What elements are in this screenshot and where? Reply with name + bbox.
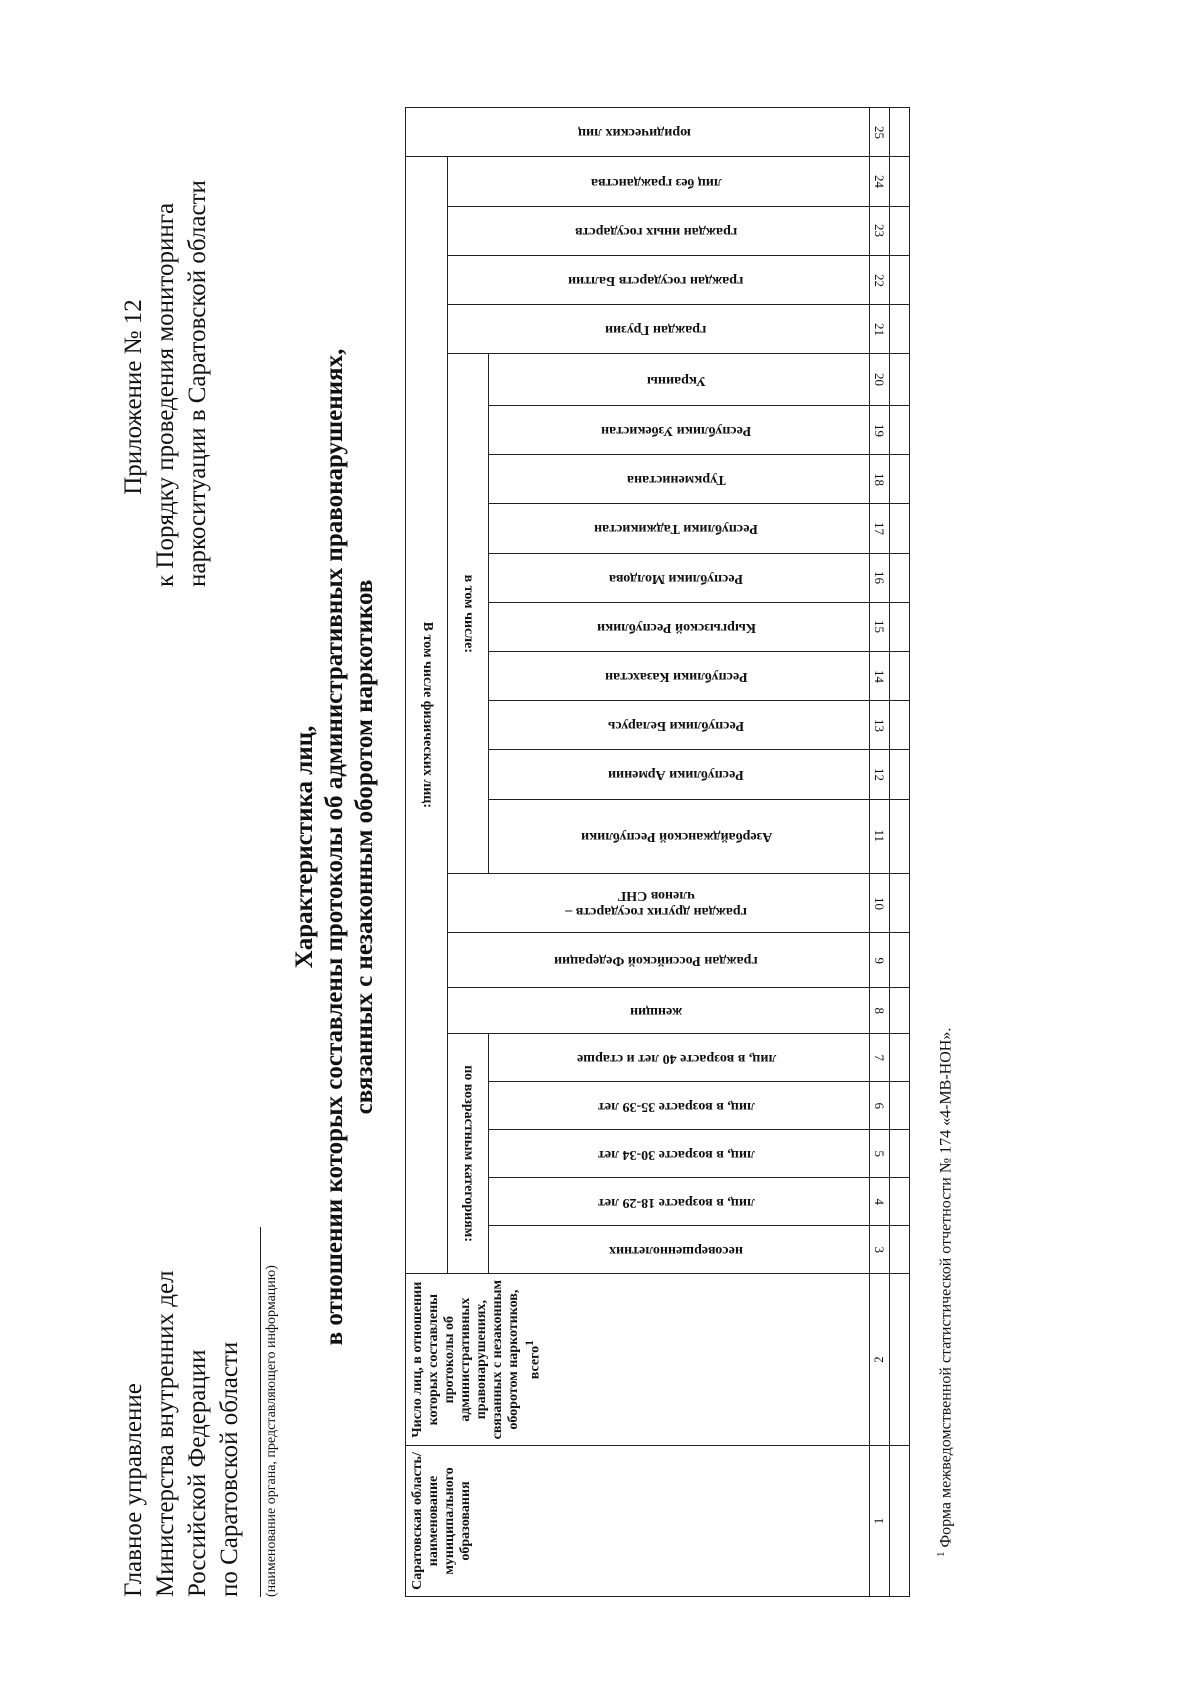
header-georgia [448,305,869,354]
header-moldova [488,553,869,602]
column-number-text: 21 [872,322,888,336]
column-number [869,1082,889,1130]
title-line: в отношении которых составлены протоколы об административных правонарушениях, [321,348,348,1346]
column-number [869,553,889,602]
header-georgia-text: граждан Грузии [605,322,707,338]
column-number [869,157,889,207]
table-cell[interactable] [889,1130,909,1178]
header-belarus [488,701,869,750]
table-cell[interactable] [889,305,909,354]
footnote-sup: 1 [935,1551,947,1557]
column-number [869,988,889,1034]
header-kyrgyzstan [488,602,869,651]
table-cell[interactable] [889,873,909,933]
column-number [869,1130,889,1178]
column-number [869,1178,889,1226]
column-number [869,1226,889,1274]
column-number-text: 12 [872,767,888,781]
header-total [406,1274,870,1446]
table-cell[interactable] [889,1034,909,1082]
table-cell[interactable] [889,933,909,988]
header-country-text: Кыргызской Республики [596,619,756,635]
title-line: связанных с незаконным оборотом наркотиков [351,579,378,1115]
column-number: 2 [869,1274,889,1446]
table-cell[interactable] [889,1274,909,1446]
table-cell[interactable] [889,553,909,602]
header-age-text: лиц, в возрасте 18-29 лет [597,1194,755,1210]
header-age-text: лиц, в возрасте 40 лет и старше [576,1050,776,1066]
table-cell[interactable] [889,602,909,651]
column-number-text: 13 [872,718,888,732]
header-region-text: Саратовская область/ наименование муниципального образования [410,1452,473,1590]
table-cell[interactable] [889,354,909,405]
table-cell[interactable] [889,1445,909,1596]
header-country-text: Республики Армении [608,767,744,783]
header-physical-text: В том числе физических лиц: [419,622,435,809]
column-number [869,602,889,651]
header-age-30-34 [488,1130,869,1178]
blank-data-row [889,108,909,1597]
header-including [448,354,488,873]
column-number [869,750,889,799]
statistics-table [405,107,910,1597]
header-country-text: Республики Молдова [609,570,744,586]
column-number-text: 7 [872,1054,888,1061]
table-cell[interactable] [889,1178,909,1226]
org-underline [260,1227,261,1597]
appendix-line: наркоситуации в Саратовской области [184,180,211,587]
column-number-text: 17 [872,521,888,535]
table-cell[interactable] [889,256,909,305]
header-women [448,988,869,1034]
column-number-text: 9 [872,957,888,964]
header-cis-text: граждан других государств – членов СНГ [565,888,747,920]
column-number-row [869,108,889,1597]
header-minors-text: несовершеннолетних [609,1242,744,1258]
column-number-text: 4 [872,1198,888,1206]
header-age-35-39 [488,1082,869,1130]
appendix-line: к Порядку проведения мониторинга [152,202,179,587]
table-cell[interactable] [889,701,909,750]
column-number-text: 25 [872,125,888,139]
header-age-text: по возрастным категориям: [460,1065,476,1243]
table-cell[interactable] [889,799,909,873]
org-caption: (наименование органа, представляющего информацию) [264,1265,279,1597]
column-number-text: 6 [872,1102,888,1109]
appendix-header [118,180,214,587]
header-age-text: лиц, в возрасте 30-34 лет [597,1146,755,1162]
table-cell[interactable] [889,206,909,255]
header-stateless-text: лиц без гражданства [590,174,722,190]
table-cell[interactable] [889,988,909,1034]
table-cell[interactable] [889,108,909,157]
column-number [869,873,889,933]
header-legal-persons [406,108,870,157]
column-number-text: 18 [872,472,888,486]
header-stateless [448,157,869,207]
header-ukraine [488,354,869,405]
header-country-text: Туркменистана [626,472,726,488]
header-age-18-29 [488,1178,869,1226]
document-title [290,347,380,1347]
column-number [869,455,889,504]
column-number [869,305,889,354]
table-cell[interactable] [889,504,909,553]
header-age-categories [448,1034,488,1274]
table-cell[interactable] [889,1082,909,1130]
header-cis-citizens [448,873,869,933]
appendix-number: Приложение № 12 [120,299,147,495]
header-country-text: Республики Беларусь [608,718,745,734]
header-uzbekistan [488,405,869,454]
column-number [869,701,889,750]
header-rf-text: граждан Российской Федерации [554,953,758,969]
footnote [935,1028,955,1557]
table-cell[interactable] [889,651,909,700]
column-number [869,933,889,988]
column-number-text: 24 [872,175,888,189]
column-number-text: 19 [872,423,888,437]
column-number-text: 16 [872,571,888,585]
header-country-text: Республики Казахстан [604,669,748,685]
header-tajikistan [488,504,869,553]
column-number-text: 23 [872,224,888,238]
table-cell[interactable] [889,750,909,799]
header-physical-persons [406,157,448,1274]
footnote-mark: 1 [523,1340,536,1346]
header-russian-citizens [448,933,869,988]
header-legal-text: юридических лиц [578,125,692,141]
column-number-text: 20 [872,373,888,387]
header-baltic-text: граждан государств Балтии [568,273,744,289]
title-line: Характеристика лиц, [291,725,318,969]
header-total-text: Число лиц, в отношении которых составлены протоколы об административных правонарушениях, связанных с незаконным оборотом наркотиков, всего [410,1279,543,1440]
header-other-text: граждан иных государств [574,223,738,239]
column-number-text: 10 [872,896,888,910]
column-number [869,1034,889,1082]
column-number-text: 22 [872,273,888,287]
header-other-states [448,206,869,255]
header-kazakhstan [488,651,869,700]
header-age-text: лиц, в возрасте 35-39 лет [597,1098,755,1114]
column-number-text: 5 [872,1150,888,1157]
header-turkmenistan [488,455,869,504]
column-number [869,354,889,405]
column-number [869,799,889,873]
column-number [869,651,889,700]
column-number-text: 11 [872,829,888,843]
header-country-text: Азербайджанской Республики [580,829,772,845]
column-number [869,405,889,454]
table-cell[interactable] [889,1226,909,1274]
table-cell[interactable] [889,157,909,207]
org-line: Российской Федерации [184,1349,211,1597]
column-number: 1 [869,1445,889,1596]
header-country-text: Республики Таджикистан [594,521,759,537]
org-line: Главное управление [120,1383,147,1597]
column-number-text: 3 [872,1246,888,1254]
header-minors [488,1226,869,1274]
header-country-text: Украины [646,372,706,388]
organization-header [118,1267,246,1597]
header-country-text: Республики Узбекистан [601,423,752,439]
column-number [869,108,889,157]
column-number-text: 15 [872,620,888,634]
column-number-text: 8 [872,1007,888,1014]
column-number [869,504,889,553]
header-age-40-plus [488,1034,869,1082]
column-number [869,256,889,305]
column-number [869,206,889,255]
table-cell[interactable] [889,405,909,454]
table-cell[interactable] [889,455,909,504]
header-women-text: женщин [629,1003,683,1019]
org-line: по Саратовской области [216,1341,243,1597]
header-baltic [448,256,869,305]
header-azerbaijan [488,799,869,873]
header-including-text: в том числе: [460,574,476,653]
header-armenia [488,750,869,799]
footnote-text: Форма межведомственной статистической отчетности № 174 «4-МВ-НОН». [937,1027,955,1548]
header-region [406,1445,870,1596]
column-number-text: 14 [872,669,888,683]
org-line: Министерства внутренних дел [152,1270,179,1597]
